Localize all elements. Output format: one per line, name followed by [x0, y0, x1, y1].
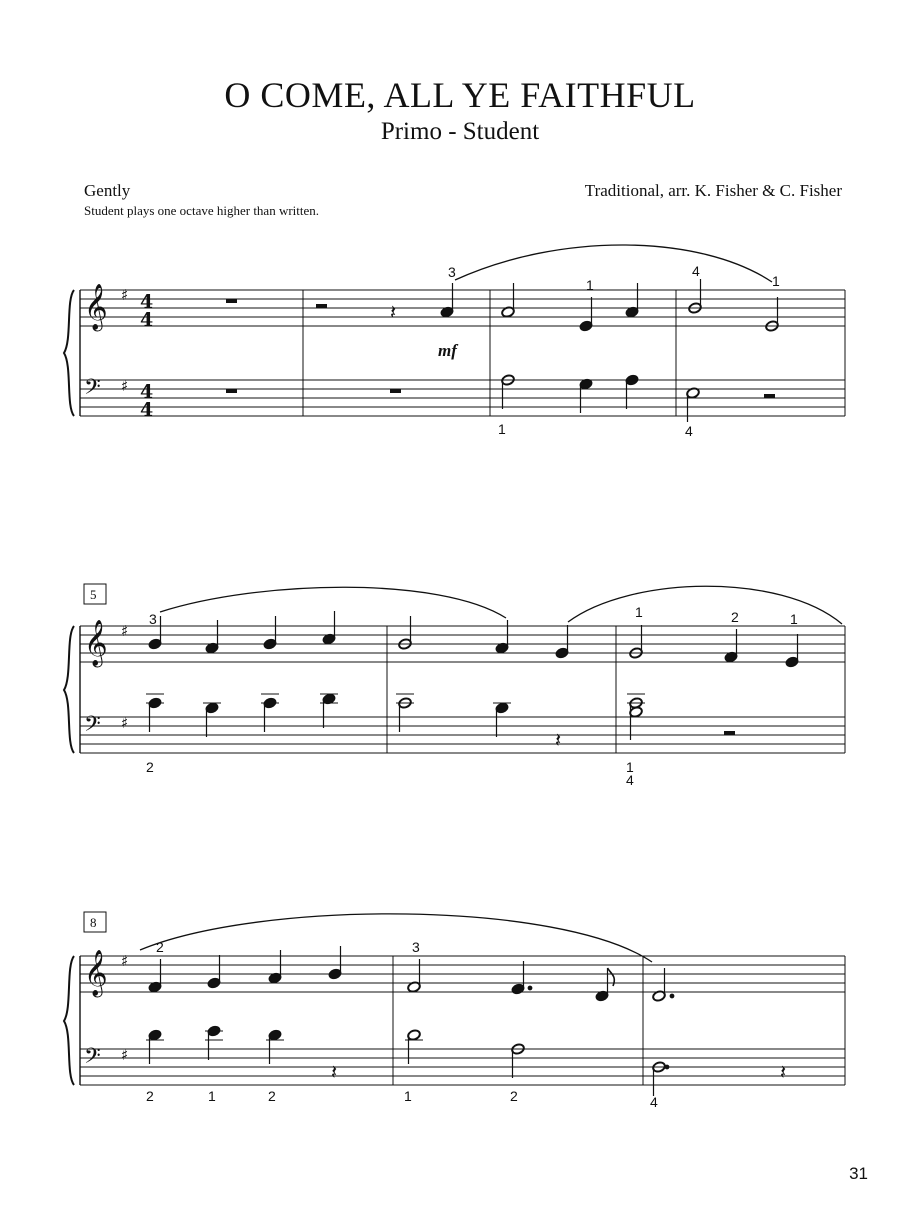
fingering: 2 [146, 1088, 154, 1104]
fingering: 4 [650, 1094, 658, 1110]
fingering: 1 [772, 273, 780, 289]
time-sig-top: 4 [140, 381, 154, 403]
measure-number: 8 [90, 915, 97, 930]
whole-rest [390, 389, 401, 393]
fingering: 2 [268, 1088, 276, 1104]
fingering: 3 [149, 611, 157, 627]
music-system-1 [0, 240, 920, 460]
half-rest [316, 304, 327, 308]
time-sig-bottom: 4 [140, 399, 154, 421]
fingering: 1 [404, 1088, 412, 1104]
key-signature-sharp: ♯ [121, 286, 129, 304]
quarter-rest: 𝄽 [331, 1060, 338, 1084]
slur [160, 587, 506, 618]
page-subtitle: Primo - Student [380, 118, 540, 145]
treble-clef-icon: 𝄞 [84, 950, 108, 996]
bass-clef-icon: 𝄢 [84, 1044, 101, 1074]
music-system-3 [0, 910, 920, 1130]
fingering: 1 [586, 277, 594, 293]
fingering: 3 [412, 939, 420, 955]
key-signature-sharp: ♯ [121, 1046, 129, 1064]
fingering: 4 [626, 772, 634, 788]
fingering: 2 [731, 609, 739, 625]
half-rest [724, 731, 735, 735]
fingering: 2 [146, 759, 154, 775]
bass-clef-icon: 𝄢 [84, 712, 101, 742]
key-signature-sharp: ♯ [121, 377, 129, 395]
fingering: 1 [626, 759, 634, 775]
quarter-rest: 𝄽 [555, 728, 562, 752]
fingering: 1 [635, 604, 643, 620]
page-title: O COME, ALL YE FAITHFUL [224, 75, 696, 115]
half-rest [764, 394, 775, 398]
whole-rest [226, 299, 237, 303]
fingering: 3 [448, 264, 456, 280]
fingering: 2 [510, 1088, 518, 1104]
brace [64, 626, 74, 753]
performance-instruction: Student plays one octave higher than written. [84, 203, 320, 218]
fingering: 2 [156, 939, 164, 955]
quarter-rest: 𝄽 [390, 300, 397, 324]
fingering: 1 [498, 421, 506, 437]
key-signature-sharp: ♯ [121, 714, 129, 732]
page-number: 31 [849, 1164, 868, 1183]
slur [455, 245, 772, 282]
treble-clef-icon: 𝄞 [84, 284, 108, 330]
composer-credit: Traditional, arr. K. Fisher & C. Fisher [584, 181, 842, 200]
tempo-marking: Gently [84, 181, 131, 200]
slur [568, 586, 842, 624]
treble-clef-icon: 𝄞 [84, 620, 108, 666]
time-sig-top: 4 [140, 291, 154, 313]
time-sig-bottom: 4 [140, 309, 154, 331]
brace [64, 290, 74, 416]
key-signature-sharp: ♯ [121, 622, 129, 640]
quarter-rest: 𝄽 [780, 1060, 787, 1084]
dynamic-marking: mf [438, 341, 457, 360]
brace [64, 956, 74, 1085]
measure-number: 5 [90, 587, 97, 602]
fingering: 4 [685, 423, 693, 439]
bass-clef-icon: 𝄢 [84, 375, 101, 405]
whole-rest [226, 389, 237, 393]
fingering: 1 [208, 1088, 216, 1104]
fingering: 1 [790, 611, 798, 627]
fingering: 4 [692, 263, 700, 279]
music-system-2 [0, 580, 920, 800]
key-signature-sharp: ♯ [121, 952, 129, 970]
slur [140, 914, 652, 962]
